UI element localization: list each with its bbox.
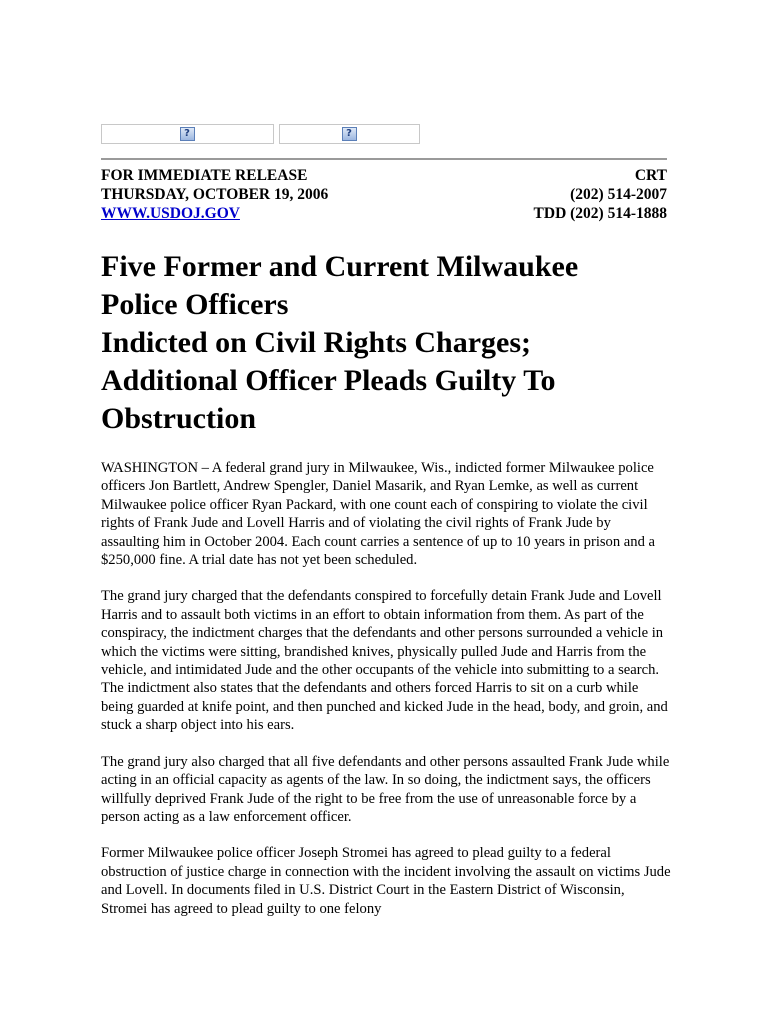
- header-divider: [101, 158, 667, 160]
- headline: [101, 248, 681, 438]
- paragraph: The grand jury also charged that all five defendants and other persons assaulted Frank Jude while acting in an official capacity as agents of the law. In so doing, the indictment says, the officers willfully deprived Frank Jude of the right to be free from the use of unreasonable force by a person acting as a law enforcement officer.: [101, 753, 670, 825]
- date-row: [101, 185, 667, 204]
- release-row: [101, 166, 667, 185]
- release-label: FOR IMMEDIATE RELEASE: [101, 167, 308, 184]
- tdd-phone: TDD (202) 514-1888: [533, 205, 667, 222]
- image-placeholder: [101, 124, 274, 144]
- release-header: [101, 166, 667, 223]
- headline-line: Police Officers: [101, 288, 289, 321]
- paragraph: WASHINGTON – A federal grand jury in Milwaukee, Wis., indicted former Milwaukee police officers Jon Bartlett, Andrew Spengler, Daniel Masarik, and Ryan Lemke, as well as current Milwaukee police officer Ryan Packard, with one count each of conspiring to violate the civil rights of Frank Jude and Lovell Harris and of violating the civil rights of Frank Jude by assaulting him in October 2004. Each count carries a sentence of up to 10 years in prison and a $250,000 fine. A trial date has not yet been scheduled.: [101, 460, 655, 569]
- broken-image-icon: ?: [180, 127, 195, 141]
- headline-line: Five Former and Current Milwaukee: [101, 250, 579, 283]
- broken-image-icon: ?: [342, 127, 357, 141]
- contact-phone: (202) 514-2007: [570, 186, 667, 203]
- website-row: [101, 204, 667, 223]
- website-link[interactable]: WWW.USDOJ.GOV: [101, 205, 240, 222]
- org-code: CRT: [634, 167, 667, 184]
- paragraph: The grand jury charged that the defendants conspired to forcefully detain Frank Jude and Lovell Harris and to assault both victims in an effort to obtain information from them. As part of the conspiracy, the indictment charges that the defendants and other persons surrounded a vehicle in which the victims were sitting, brandished knives, physically pulled Jude and Harris from the vehicle, and intimidated Jude and the other occupants of the vehicle into submitting to a search. The indictment also states that the defendants and others forced Harris to sit on a curb while being guarded at knife point, and then punched and kicked Jude in the head, body, and groin, and stuck a sharp object into his ears.: [101, 588, 668, 734]
- release-date: THURSDAY, OCTOBER 19, 2006: [101, 186, 329, 203]
- headline-line: Obstruction: [101, 402, 257, 435]
- paragraph: Former Milwaukee police officer Joseph Stromei has agreed to plead guilty to a federal obstruction of justice charge in connection with the incident involving the assault on victims Jude and Lovell. In documents filed in U.S. District Court in the Eastern District of Wisconsin, Stromei has agreed to plead guilty to one felony: [101, 845, 671, 917]
- headline-line: Indicted on Civil Rights Charges;: [101, 326, 532, 359]
- image-placeholder: [279, 124, 420, 144]
- headline-line: Additional Officer Pleads Guilty To: [101, 364, 556, 397]
- article-body: [101, 459, 671, 936]
